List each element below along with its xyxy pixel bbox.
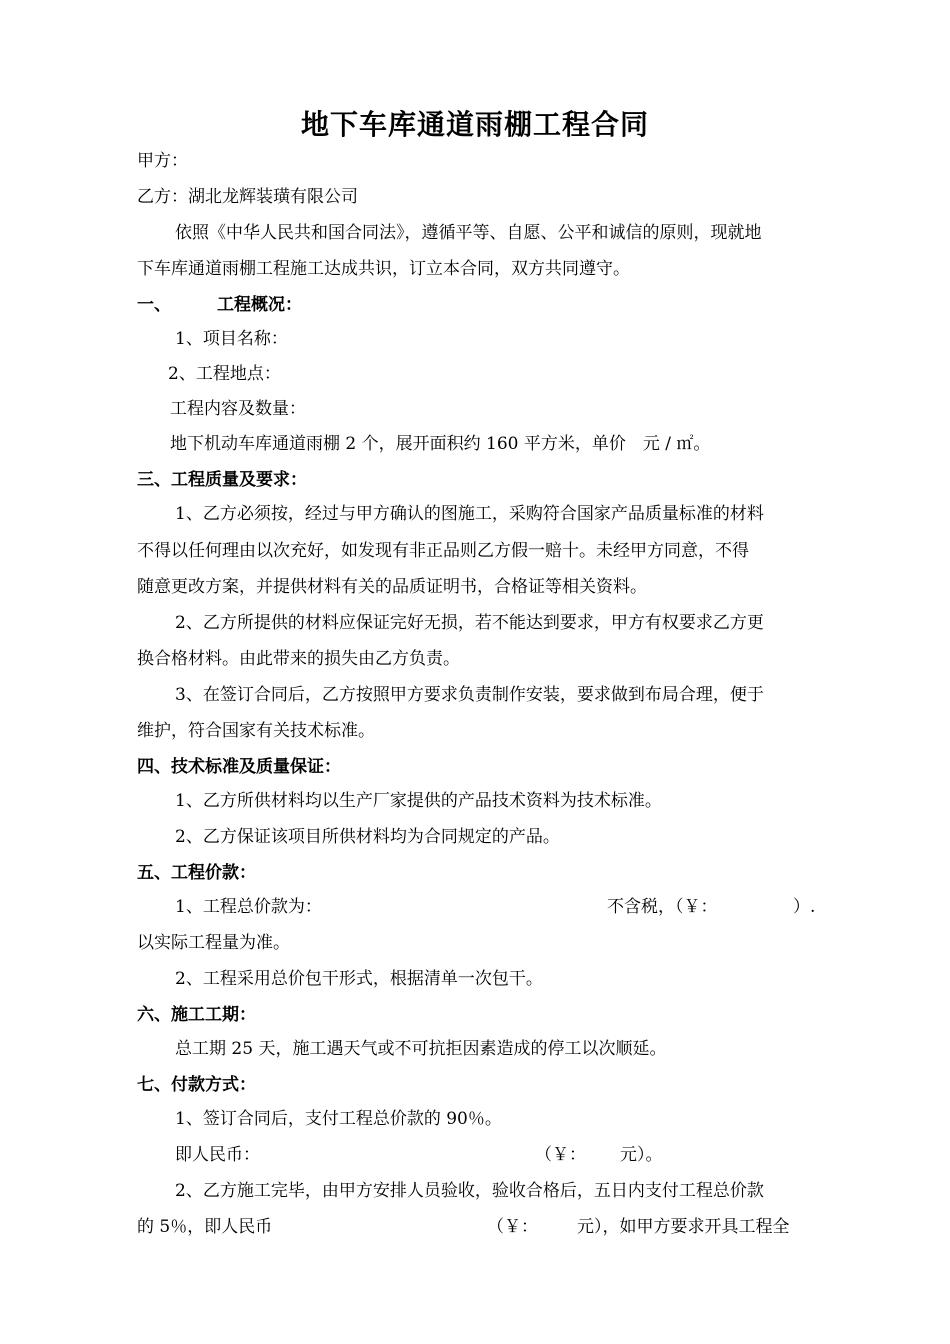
intro-line-2: 下车库通道雨棚工程施工达成共识，订立本合同，双方共同遵守。 — [137, 259, 630, 279]
sec7-item2-line1: 2、乙方施工完毕，由甲方安排人员验收，验收合格后，五日内支付工程总价款 — [175, 1181, 764, 1201]
page-title: 地下车库通道雨棚工程合同 — [300, 108, 649, 141]
section-5-heading: 五、工程价款： — [137, 863, 256, 883]
sec5-item1-line — [175, 895, 815, 919]
section-1-heading — [137, 293, 817, 317]
sec5-item2: 2、工程采用总价包干形式，根据清单一次包干。 — [175, 969, 543, 989]
section-7-heading: 七、付款方式： — [137, 1075, 256, 1095]
sec3-p2-line1: 2、乙方所提供的材料应保证完好无损，若不能达到要求，甲方有权要求乙方更 — [175, 613, 764, 633]
sec7-item2-line2 — [137, 1215, 817, 1239]
price-close: ）. — [793, 897, 816, 917]
sec7-item1: 1、签订合同后，支付工程总价款的 90％。 — [175, 1109, 502, 1129]
sec4-item2: 2、乙方保证该项目所供材料均为合同规定的产品。 — [175, 827, 560, 847]
sec3-p2-line2: 换合格材料。由此带来的损失由乙方负责。 — [137, 649, 460, 669]
sec3-p3-line2: 维护，符合国家有关技术标准。 — [137, 721, 375, 741]
sec6-text: 总工期 25 天，施工遇天气或不可抗拒因素造成的停工以次顺延。 — [175, 1039, 667, 1059]
content-line: 地下机动车库通道雨棚 2 个，展开面积约 160 平方米，单价 元 / ㎡。 — [170, 434, 711, 454]
sec3-p3-line1: 3、在签订合同后，乙方按照甲方要求负责制作安装，要求做到布局合理，便于 — [175, 685, 764, 705]
project-location-line: 2、工程地点： — [168, 364, 281, 384]
section-1-number: 一、 — [137, 295, 171, 315]
section-3-heading: 三、工程质量及要求： — [137, 470, 307, 490]
intro-line-1: 依照《中华人民共和国合同法》，遵循平等、自愿、公平和诚信的原则，现就地 — [175, 223, 762, 243]
section-1-title: 工程概况： — [217, 295, 302, 315]
party-b-line: 乙方：湖北龙辉装璜有限公司 — [137, 187, 358, 207]
sec4-item1: 1、乙方所供材料均以生产厂家提供的产品技术资料为技术标准。 — [175, 791, 662, 811]
section-6-heading: 六、施工工期： — [137, 1005, 256, 1025]
section-4-heading: 四、技术标准及质量保证： — [137, 757, 341, 777]
sec7-rmb-line — [175, 1143, 815, 1167]
sec5-item1-line2: 以实际工程量为准。 — [137, 933, 290, 953]
rmb-yen: （￥： — [535, 1145, 586, 1165]
item2-yen: （￥： — [487, 1217, 538, 1237]
total-price-label: 1、工程总价款为： — [175, 897, 322, 917]
project-name-line: 1、项目名称： — [175, 329, 288, 349]
tax-excluded-label: 不含税，（￥： — [607, 897, 718, 917]
party-a-line: 甲方： — [137, 151, 188, 171]
item2-percent: 的 5％，即人民币 — [137, 1217, 273, 1237]
sec3-p1-line1: 1、乙方必须按，经过与甲方确认的图施工，采购符合国家产品质量标准的材料 — [175, 504, 764, 524]
rmb-label: 即人民币： — [175, 1145, 260, 1165]
sec3-p1-line2: 不得以任何理由以次充好，如发现有非正品则乙方假一赔十。未经甲方同意，不得 — [137, 541, 749, 561]
rmb-yuan: 元）。 — [620, 1145, 663, 1165]
sec3-p1-line3: 随意更改方案，并提供材料有关的品质证明书，合格证等相关资料。 — [137, 577, 647, 597]
item2-yuan: 元），如甲方要求开具工程全 — [577, 1217, 790, 1237]
content-label-line: 工程内容及数量： — [170, 399, 306, 419]
